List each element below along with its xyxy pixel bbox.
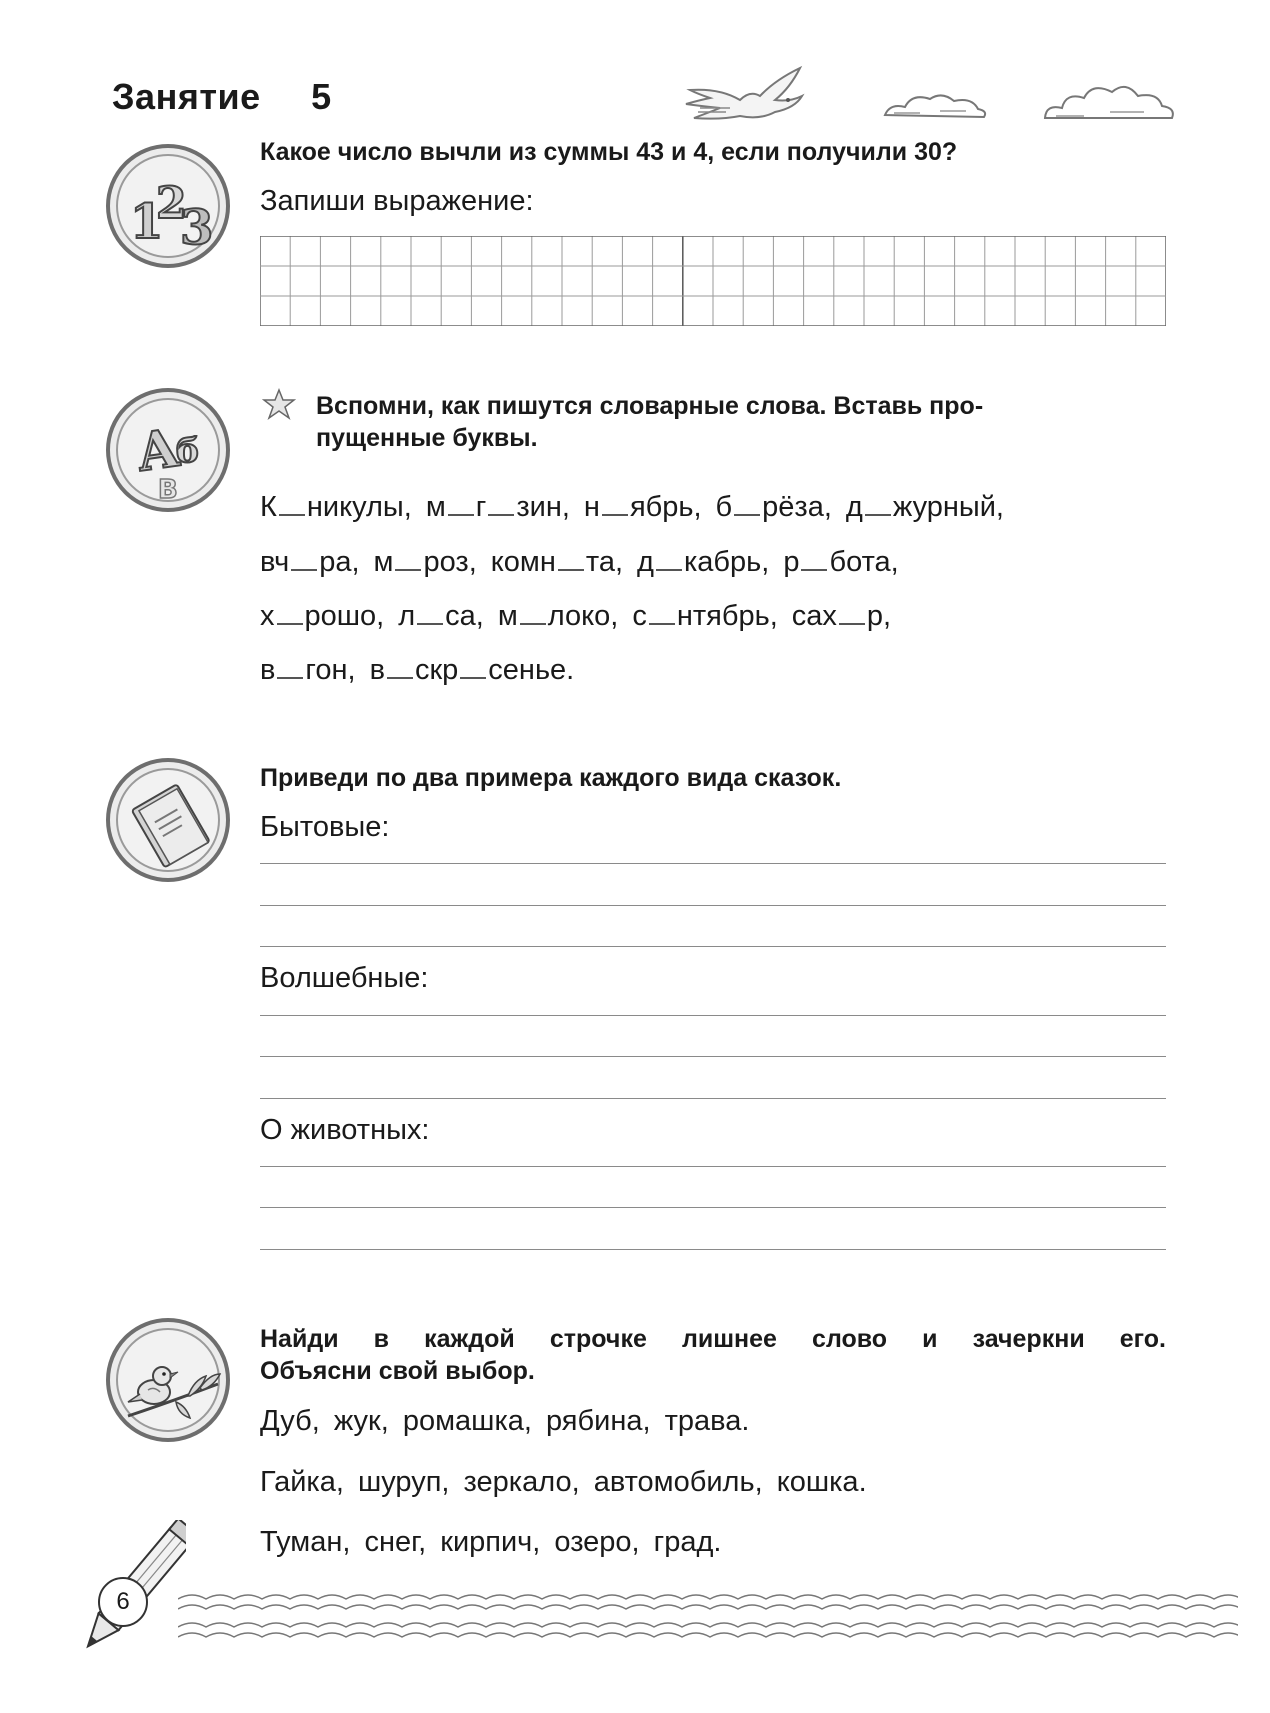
vocab-word[interactable] [584, 491, 702, 523]
word-fragment: г [475, 491, 487, 523]
bird-on-branch-icon [106, 1318, 230, 1442]
word-fragment: скр [414, 654, 459, 686]
word-fragment: ра, [319, 546, 360, 578]
missing-letter-blank[interactable] [395, 549, 421, 571]
svg-text:2: 2 [156, 178, 187, 229]
numbers-123-icon [106, 144, 230, 268]
word-fragment: ябрь, [629, 491, 702, 523]
missing-letter-blank[interactable] [277, 603, 303, 625]
word-fragment: с [632, 600, 647, 632]
vocab-word[interactable] [260, 546, 360, 578]
word-fragment: сенье. [488, 654, 575, 686]
vocab-word[interactable] [498, 600, 619, 632]
svg-text:A: A [133, 417, 183, 484]
missing-letter-blank[interactable] [417, 603, 443, 625]
task2-question [316, 390, 1166, 454]
word-fragment: К [260, 491, 277, 523]
vocab-word[interactable] [716, 491, 832, 523]
cloud-icon [1040, 78, 1180, 133]
missing-letter-blank[interactable] [734, 494, 760, 516]
word-row [260, 490, 1018, 524]
category-label: Бытовые: [260, 811, 390, 843]
answer-line[interactable] [260, 1207, 1166, 1208]
vocab-word[interactable] [637, 546, 769, 578]
missing-letter-blank[interactable] [602, 494, 628, 516]
star-icon [262, 388, 296, 425]
word-fragment: м [425, 491, 446, 523]
sentence-line[interactable]: Дуб, жук, ромашка, рябина, трава. [260, 1405, 750, 1437]
word-fragment: роз, [423, 546, 477, 578]
vocab-word[interactable] [632, 600, 777, 632]
vocab-word[interactable] [260, 600, 384, 632]
word-fragment: нтябрь, [676, 600, 778, 632]
missing-letter-blank[interactable] [520, 603, 546, 625]
missing-letter-blank[interactable] [448, 494, 474, 516]
answer-line[interactable] [260, 1249, 1166, 1250]
category-label: О животных: [260, 1114, 430, 1146]
vocab-word[interactable] [846, 491, 1004, 523]
word-fragment: р, [866, 600, 892, 632]
word-fragment: в [260, 654, 276, 686]
lesson-label: Занятие [112, 76, 261, 117]
page-number: 6 [98, 1577, 148, 1627]
task2-question-line2: пущенные буквы. [316, 424, 538, 452]
svg-text:б: б [176, 431, 199, 471]
word-fragment: никулы, [306, 491, 412, 523]
word-fragment: са, [445, 600, 484, 632]
word-fragment: кабрь, [683, 546, 770, 578]
letters-abv-icon [106, 388, 230, 512]
svg-text:1: 1 [130, 194, 164, 250]
word-fragment: журный, [892, 491, 1004, 523]
missing-letter-blank[interactable] [291, 549, 317, 571]
missing-letter-blank[interactable] [656, 549, 682, 571]
vocab-word[interactable] [792, 600, 891, 632]
missing-letter-blank[interactable] [387, 657, 413, 679]
vocab-word[interactable] [783, 546, 898, 578]
missing-letter-blank[interactable] [279, 494, 305, 516]
answer-line[interactable] [260, 1098, 1166, 1099]
vocab-word[interactable] [260, 654, 356, 686]
vocab-word[interactable] [398, 600, 484, 632]
word-fragment: комн [490, 546, 556, 578]
word-fragment: рошо, [304, 600, 385, 632]
answer-line[interactable] [260, 946, 1166, 947]
task4-question-line2: Объясни свой выбор. [260, 1357, 535, 1385]
word-fragment: н [583, 491, 600, 523]
task1-instruction: Запиши выражение: [260, 185, 534, 217]
task4-question-line1: Найди в каждой строчке лишнее слово и зачеркни его. [260, 1325, 1166, 1353]
missing-letter-blank[interactable] [839, 603, 865, 625]
word-fragment: х [260, 600, 275, 632]
word-fragment: сах [791, 600, 837, 632]
word-fragment: та, [585, 546, 624, 578]
category-label: Волшебные: [260, 962, 429, 994]
missing-letter-blank[interactable] [801, 549, 827, 571]
answer-line[interactable] [260, 863, 1166, 864]
word-fragment: в [369, 654, 385, 686]
word-fragment: локо, [547, 600, 619, 632]
missing-letter-blank[interactable] [277, 657, 303, 679]
missing-letter-blank[interactable] [558, 549, 584, 571]
missing-letter-blank[interactable] [649, 603, 675, 625]
word-fragment: б [715, 491, 733, 523]
vocab-word[interactable] [370, 654, 575, 686]
answer-grid[interactable] [260, 236, 1166, 326]
answer-line[interactable] [260, 905, 1166, 906]
word-row [260, 599, 905, 633]
svg-text:3: 3 [180, 200, 214, 256]
word-fragment: м [497, 600, 518, 632]
answer-line[interactable] [260, 1015, 1166, 1016]
vocab-word[interactable] [374, 546, 477, 578]
missing-letter-blank[interactable] [865, 494, 891, 516]
bird-icon [680, 60, 830, 135]
missing-letter-blank[interactable] [460, 657, 486, 679]
task4-question [260, 1323, 1166, 1387]
svg-text:В: В [158, 475, 178, 505]
word-fragment: д [845, 491, 863, 523]
sentence-line[interactable]: Туман, снег, кирпич, озеро, град. [260, 1526, 722, 1558]
answer-line[interactable] [260, 1056, 1166, 1057]
word-fragment: рёза, [762, 491, 832, 523]
wave-divider [178, 1585, 1238, 1660]
lesson-title [112, 76, 332, 118]
task1-question: Какое число вычли из суммы 43 и 4, если получили 30? [260, 138, 958, 166]
task3-question: Приведи по два примера каждого вида сказок. [260, 764, 842, 792]
word-row [260, 545, 913, 579]
word-fragment: д [637, 546, 654, 578]
word-row [260, 653, 588, 687]
vocab-word[interactable] [260, 491, 412, 523]
sentence-line[interactable]: Гайка, шуруп, зеркало, автомобиль, кошка. [260, 1466, 867, 1498]
word-fragment: гон, [305, 654, 356, 686]
vocab-word[interactable] [426, 491, 570, 523]
missing-letter-blank[interactable] [488, 494, 514, 516]
cloud-icon [880, 85, 990, 130]
book-icon [106, 758, 230, 882]
word-fragment: зин, [516, 491, 570, 523]
lesson-number: 5 [311, 76, 332, 117]
vocab-word[interactable] [491, 546, 623, 578]
task2-question-line1: Вспомни, как пишутся словарные слова. Вставь про- [316, 392, 984, 420]
answer-line[interactable] [260, 1166, 1166, 1167]
word-fragment: бота, [829, 546, 899, 578]
word-fragment: р [783, 546, 800, 578]
word-fragment: вч [260, 546, 290, 578]
word-fragment: л [398, 600, 416, 632]
word-fragment: м [373, 546, 394, 578]
